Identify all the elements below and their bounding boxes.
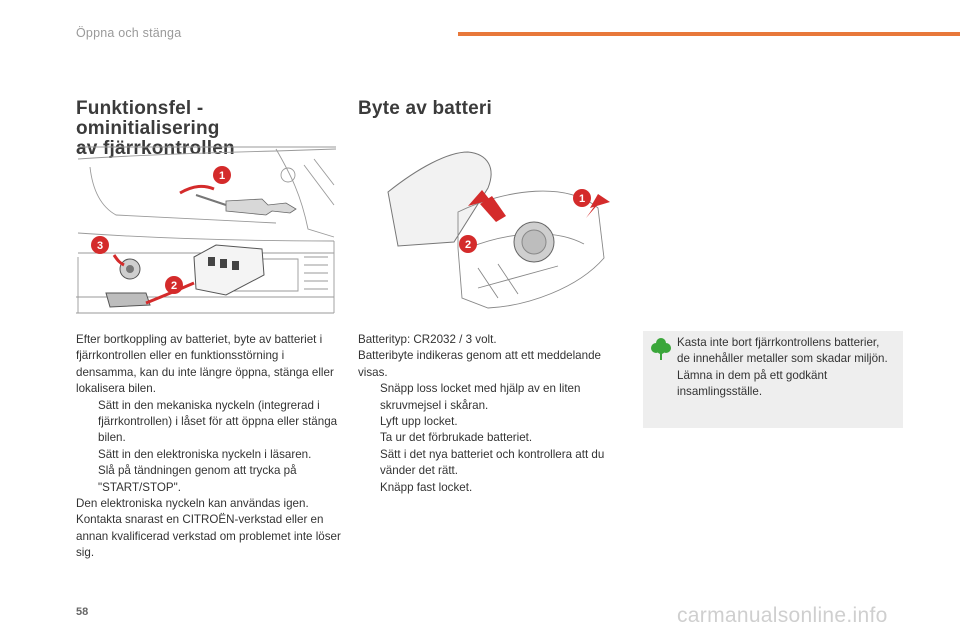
callout-1: 1 xyxy=(218,170,226,182)
list-item: Knäpp fast locket. xyxy=(380,480,473,494)
list-item: Ta ur det förbrukade batteriet. xyxy=(380,431,533,445)
intro-paragraph: Efter bortkoppling av batteriet, byte av batteriet i fjärrkontrollen eller en funktionsstörning i densamma, kan du inte längre öppna, stänga eller lokalisera bilen. xyxy=(76,333,334,396)
note-line-1: Kasta inte bort fjärrkontrollens batterier, de innehåller metaller som skadar miljön. xyxy=(677,336,888,366)
outro-paragraph: Den elektroniska nyckeln kan användas igen. Kontakta snarast en CITROËN-verkstad eller en annan kvalificerad verkstad om problemet inte löser sig. xyxy=(76,497,341,560)
watermark: carmanualsonline.info xyxy=(677,604,888,627)
environment-note-box xyxy=(643,331,903,428)
list-item: Sätt in den mekaniska nyckeln (integrerad i fjärrkontrollen) i låset för att öppna eller stänga bilen. xyxy=(98,398,338,445)
list-item: Snäpp loss locket med hjälp av en liten skruvmejsel i skåran. xyxy=(380,382,581,412)
battery-type: Batterityp: CR2032 / 3 volt. xyxy=(358,333,497,346)
battery-indication: Batteribyte indikeras genom att ett meddelande visas. xyxy=(358,349,601,379)
list-item: Slå på tändningen genom att trycka på "START/STOP". xyxy=(98,464,297,494)
chapter-title: Öppna och stänga xyxy=(76,26,182,40)
list-item: Sätt in den elektroniska nyckeln i läsaren. xyxy=(98,447,312,461)
callout-3: 3 xyxy=(96,240,104,252)
right-body-text xyxy=(358,332,620,496)
note-line-2: Lämna in dem på ett godkänt insamlingsställe. xyxy=(677,368,828,399)
key-battery-replacement-illustration xyxy=(358,148,620,316)
section-title-battery-change: Byte av batteri xyxy=(358,98,492,119)
car-door-key-illustration xyxy=(76,145,338,317)
list-item: Sätt i det nya batteriet och kontrollera att du vänder det rätt. xyxy=(380,447,605,478)
callout-2: 2 xyxy=(170,280,178,292)
eco-leaf-icon xyxy=(651,337,671,361)
callout-1: 1 xyxy=(578,193,586,205)
section-title-remote-malfunction: Funktionsfel - ominitialisering av fjärrkontrollen xyxy=(76,98,235,159)
callout-2: 2 xyxy=(464,239,472,251)
page-number: 58 xyxy=(76,606,89,618)
left-body-text xyxy=(76,332,346,562)
list-item: Lyft upp locket. xyxy=(380,415,458,429)
chapter-accent-bar xyxy=(458,32,960,36)
